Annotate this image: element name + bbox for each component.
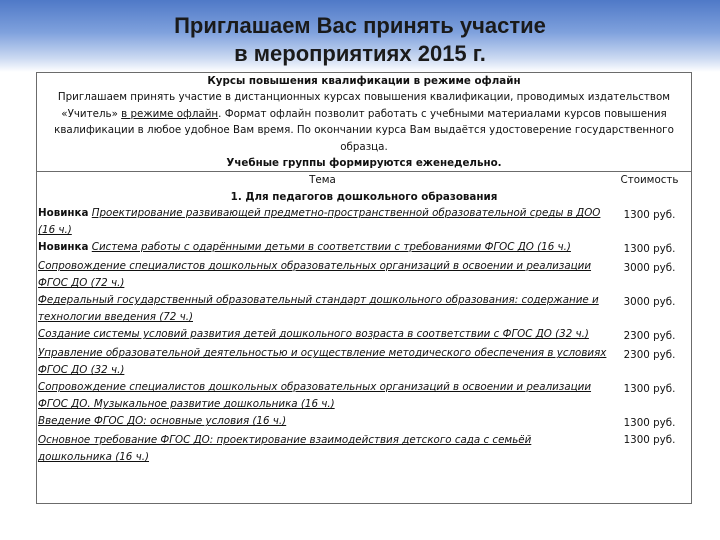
course-link[interactable]: Введение ФГОС ДО: основные условия (16 ч.) — [38, 415, 287, 428]
intro-block — [37, 73, 691, 171]
new-badge: Новинка — [38, 241, 89, 254]
document-frame — [36, 72, 692, 504]
course-link[interactable]: Федеральный государственный образовательный стандарт дошкольного образования: содержание и технологии введения (72 ч.) — [38, 294, 599, 324]
course-price: 1300 руб. — [623, 209, 676, 222]
course-link[interactable]: Сопровождение специалистов дошкольных образовательных организаций в освоении и реализации ФГОС ДО. Музыкальное развитие дошкольника (16 ч.) — [38, 381, 592, 411]
course-price: 1300 руб. — [623, 434, 676, 447]
course-topic — [37, 239, 608, 258]
intro-heading: Курсы повышения квалификации в режиме офлайн — [207, 75, 521, 87]
course-link[interactable]: Сопровождение специалистов дошкольных образовательных организаций в освоении и реализации ФГОС ДО (72 ч.) — [38, 260, 592, 290]
table-row — [37, 292, 691, 326]
course-topic — [37, 432, 608, 466]
table-row — [37, 205, 691, 239]
table-header-row — [37, 172, 691, 190]
course-price: 3000 руб. — [623, 262, 676, 275]
groups-note: Учебные группы формируются еженедельно. — [226, 157, 502, 170]
course-topic — [37, 205, 608, 239]
column-header-price: Стоимость — [608, 172, 691, 190]
intro-paragraph — [37, 89, 691, 155]
table-row — [37, 413, 691, 432]
page-title: Приглашаем Вас принять участие в мероприятиях 2015 г. — [174, 13, 546, 66]
table-row — [37, 326, 691, 345]
course-link[interactable]: Система работы с одарёнными детьми в соответствии с требованиями ФГОС ДО (16 ч.) — [91, 241, 571, 254]
course-price: 1300 руб. — [623, 417, 676, 430]
course-price: 1300 руб. — [623, 383, 676, 396]
intro-text-b: . Формат офлайн позволит работать с учебными материалами курсов повышения квалификации в любое удобное Вам время. По окончании курса Вам выдаётся удостоверение государственного образца. — [54, 107, 674, 153]
courses-table — [37, 171, 691, 466]
offline-mode-link[interactable]: в режиме офлайн — [121, 107, 219, 120]
intro-text-a: Приглашаем принять участие в дистанционных курсах повышения квалификации, проводимых издательством «Учитель» — [57, 91, 671, 120]
section-row — [37, 189, 691, 205]
course-price: 3000 руб. — [623, 296, 676, 309]
table-row — [37, 258, 691, 292]
course-topic — [37, 292, 608, 326]
course-price: 2300 руб. — [623, 349, 676, 362]
course-price: 1300 руб. — [623, 243, 676, 256]
table-row — [37, 239, 691, 258]
table-row — [37, 379, 691, 413]
new-badge: Новинка — [38, 207, 89, 220]
course-link[interactable]: Проектирование развивающей предметно-пространственной образовательной среды в ДОО (16 ч.) — [38, 207, 601, 237]
course-topic — [37, 326, 608, 345]
course-topic — [37, 379, 608, 413]
course-topic — [37, 413, 608, 432]
column-header-topic: Тема — [37, 172, 608, 190]
table-row — [37, 432, 691, 466]
course-link[interactable]: Управление образовательной деятельностью и осуществление методического обеспечения в условиях ФГОС ДО (32 ч.) — [38, 347, 607, 377]
course-link[interactable]: Создание системы условий развития детей дошкольного возраста в соответствии с ФГОС ДО (32 ч.) — [38, 328, 589, 341]
course-topic — [37, 345, 608, 379]
course-topic — [37, 258, 608, 292]
course-price: 2300 руб. — [623, 330, 676, 343]
course-link[interactable]: Основное требование ФГОС ДО: проектирование взаимодействия детского сада с семьёй дошкольника (16 ч.) — [38, 434, 532, 464]
section-title: 1. Для педагогов дошкольного образования — [230, 191, 498, 204]
table-row — [37, 345, 691, 379]
